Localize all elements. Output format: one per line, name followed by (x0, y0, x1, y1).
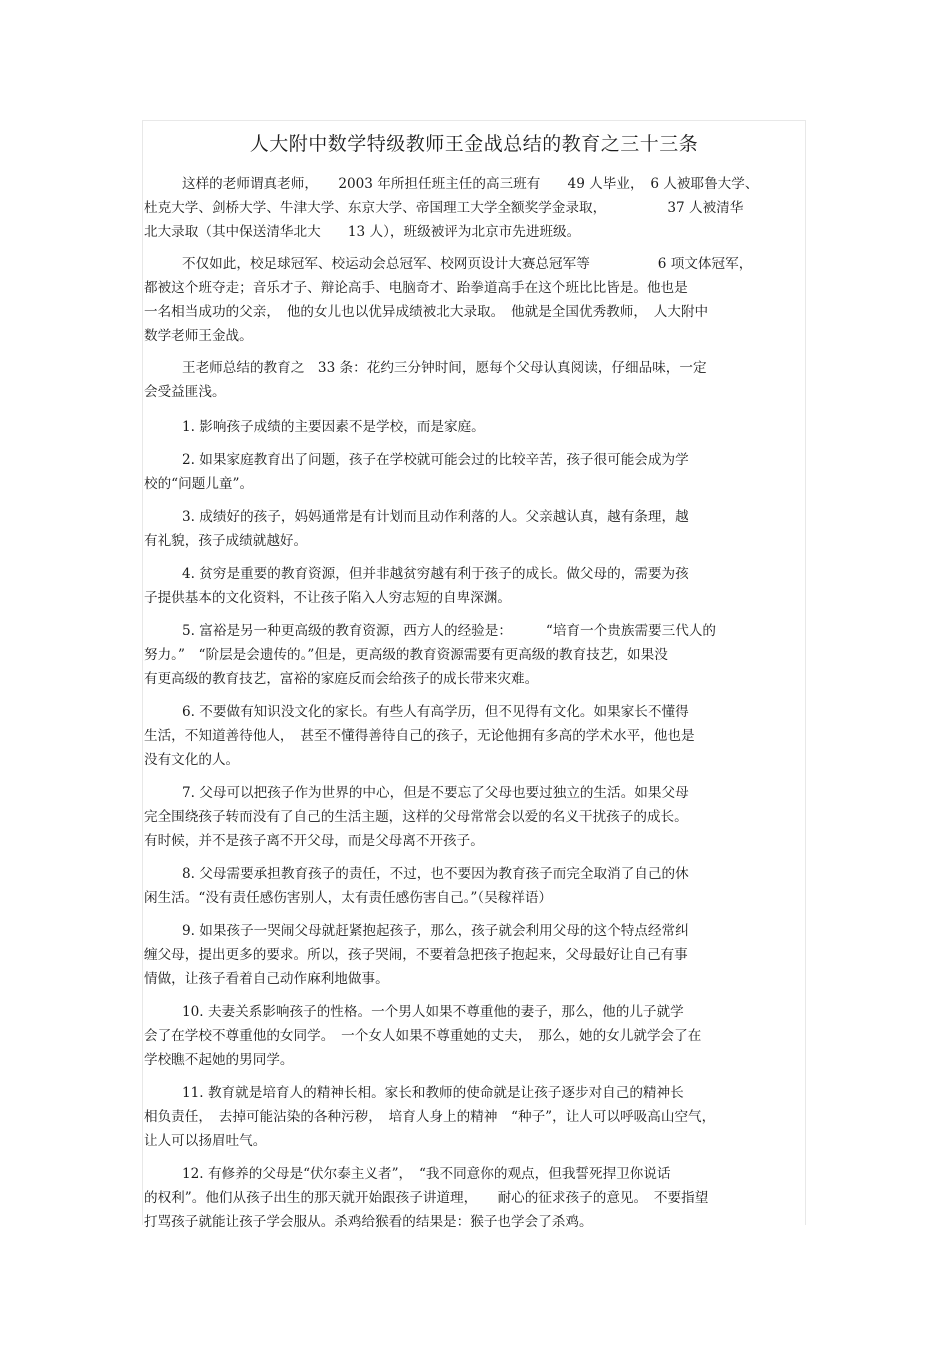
paragraph-line: 一名相当成功的父亲， 他的女儿也以优异成绩被北大录取。 他就是全国优秀教师， 人大附中 (144, 304, 709, 320)
paragraph-line: 这样的老师谓真老师， 2003 年所担任班主任的高三班有 49 人毕业， 6 人被耶鲁大学、 (182, 176, 759, 192)
paragraph (144, 619, 804, 691)
paragraph-line: 相负责任， 去掉可能沾染的各种污秽， 培育人身上的精神 “种子”，让人可以呼吸高山空气， (144, 1109, 716, 1125)
paragraph-line: 2. 如果家庭教育出了问题，孩子在学校就可能会过的比较辛苦，孩子很可能会成为学 (182, 452, 689, 468)
paragraph (144, 1000, 804, 1072)
paragraph-line: 数学老师王金战。 (144, 328, 253, 344)
paragraph-line: 缠父母，提出更多的要求。所以，孩子哭闹，不要着急把孩子抱起来，父母最好让自己有事 (144, 947, 688, 963)
paragraph-line: 子提供基本的文化资料，不让孩子陷入人穷志短的自卑深渊。 (144, 590, 512, 606)
paragraph-line: 会受益匪浅。 (144, 384, 226, 400)
paragraph-line: 没有文化的人。 (144, 752, 240, 768)
paragraph-line: 11. 教育就是培育人的精神长相。家长和教师的使命就是让孩子逐步对自己的精神长 (182, 1085, 684, 1101)
paragraph-line: 打骂孩子就能让孩子学会服从。杀鸡给猴看的结果是：猴子也学会了杀鸡。 (144, 1214, 593, 1230)
paragraph-line: 北大录取（其中保送清华北大 13 人），班级被评为北京市先进班级。 (144, 224, 581, 240)
paragraph-line: 情做，让孩子看着自己动作麻利地做事。 (144, 971, 389, 987)
paragraph (144, 700, 804, 772)
document-title: 人大附中数学特级教师王金战总结的教育之三十三条 (249, 133, 699, 155)
paragraph-line: 有时候，并不是孩子离不开父母，而是父母离不开孩子。 (144, 833, 484, 849)
paragraph (144, 415, 804, 439)
paragraph (144, 172, 804, 244)
paragraph (144, 356, 804, 404)
paragraph-line: 杜克大学、剑桥大学、牛津大学、东京大学、帝国理工大学全额奖学金录取， 37 人被清华 (144, 200, 744, 216)
paragraph (144, 448, 804, 496)
paragraph-line: 1. 影响孩子成绩的主要因素不是学校，而是家庭。 (182, 419, 485, 435)
paragraph-line: 闲生活。“没有责任感伤害别人，太有责任感伤害自己。”（吴稼祥语） (144, 890, 553, 906)
paragraph-line: 5. 富裕是另一种更高级的教育资源，西方人的经验是： “培育一个贵族需要三代人的 (182, 623, 716, 639)
paragraph-line: 让人可以扬眉吐气。 (144, 1133, 267, 1149)
paragraph (144, 252, 804, 348)
paragraph (144, 919, 804, 991)
paragraph-line: 校的“问题儿童”。 (144, 476, 254, 492)
paragraph-line: 12. 有修养的父母是“伏尔泰主义者”， “我不同意你的观点，但我誓死捍卫你说话 (182, 1166, 671, 1182)
paragraph (144, 505, 804, 553)
paragraph-line: 王老师总结的教育之 33 条：花约三分钟时间，愿每个父母认真阅读，仔细品味，一定 (182, 360, 707, 376)
paragraph-line: 3. 成绩好的孩子，妈妈通常是有计划而且动作利落的人。父亲越认真，越有条理，越 (182, 509, 689, 525)
document-body (144, 172, 804, 1234)
paragraph-line: 生活，不知道善待他人， 甚至不懂得善待自己的孩子，无论他拥有多高的学术水平，他也是 (144, 728, 695, 744)
paragraph-line: 努力。” “阶层是会遗传的。”但是，更高级的教育资源需要有更高级的教育技艺，如果没 (144, 647, 668, 663)
paragraph-line: 学校瞧不起她的男同学。 (144, 1052, 294, 1068)
paragraph (144, 862, 804, 910)
paragraph-line: 完全围绕孩子转而没有了自己的生活主题，这样的父母常常会以爱的名义干扰孩子的成长。 (144, 809, 688, 825)
paragraph-line: 6. 不要做有知识没文化的家长。有些人有高学历，但不见得有文化。如果家长不懂得 (182, 704, 689, 720)
paragraph (144, 781, 804, 853)
paragraph-line: 4. 贫穷是重要的教育资源，但并非越贫穷越有利于孩子的成长。做父母的，需要为孩 (182, 566, 689, 582)
paragraph-line: 会了在学校不尊重他的女同学。 一个女人如果不尊重她的丈夫， 那么，她的女儿就学会了在 (144, 1028, 702, 1044)
paragraph-line: 7. 父母可以把孩子作为世界的中心，但是不要忘了父母也要过独立的生活。如果父母 (182, 785, 689, 801)
paragraph-line: 9. 如果孩子一哭闹父母就赶紧抱起孩子，那么，孩子就会利用父母的这个特点经常纠 (182, 923, 689, 939)
paragraph (144, 1081, 804, 1153)
paragraph-line: 8. 父母需要承担教育孩子的责任，不过，也不要因为教育孩子而完全取消了自己的休 (182, 866, 689, 882)
paragraph-line: 10. 夫妻关系影响孩子的性格。一个男人如果不尊重他的妻子，那么，他的儿子就学 (182, 1004, 684, 1020)
paragraph (144, 562, 804, 610)
paragraph-line: 有更高级的教育技艺，富裕的家庭反而会给孩子的成长带来灾难。 (144, 671, 539, 687)
paragraph-line: 都被这个班夺走；音乐才子、辩论高手、电脑奇才、跆拳道高手在这个班比比皆是。他也是 (144, 280, 688, 296)
paragraph-line: 有礼貌，孩子成绩就越好。 (144, 533, 308, 549)
paragraph (144, 1162, 804, 1234)
paragraph-line: 不仅如此，校足球冠军、校运动会总冠军、校网页设计大赛总冠军等 6 项文体冠军， (182, 256, 753, 272)
paragraph-line: 的权利”。他们从孩子出生的那天就开始跟孩子讲道理， 耐心的征求孩子的意见。 不要指望 (144, 1190, 709, 1206)
